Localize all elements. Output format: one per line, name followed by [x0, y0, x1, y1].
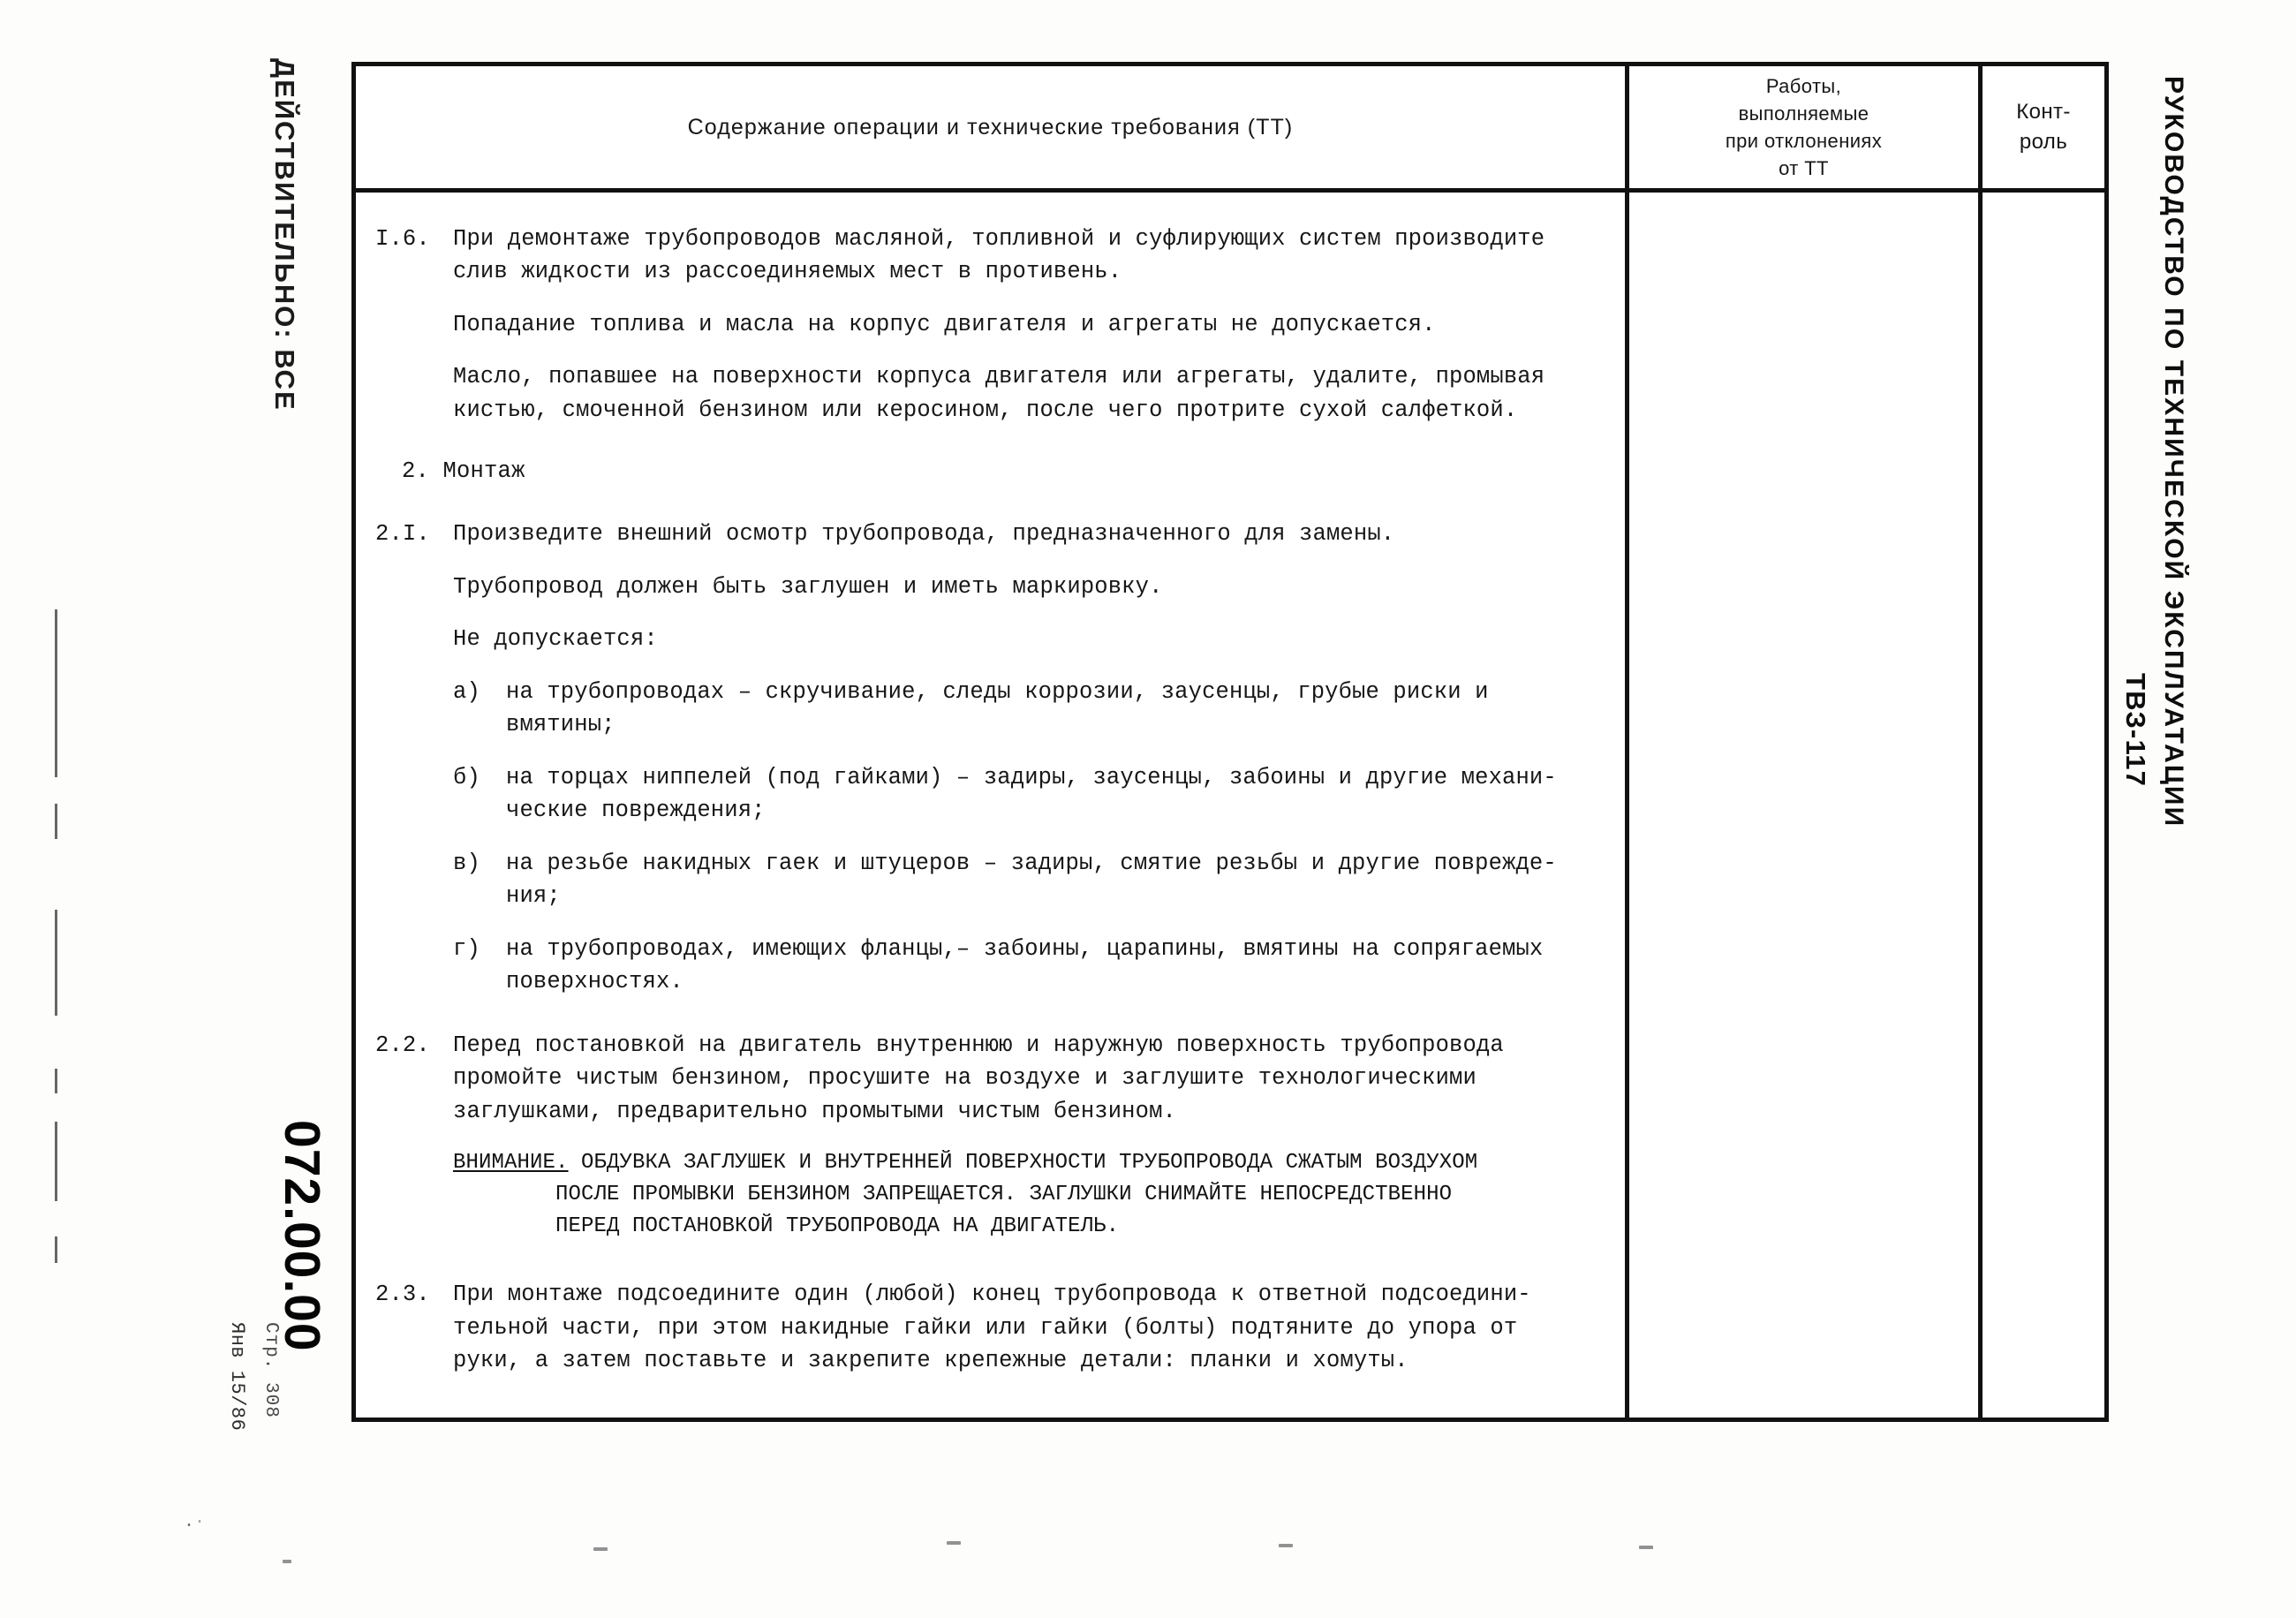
section-heading: 2. Монтаж	[402, 458, 525, 485]
deviations-header-line-1: Работы,	[1765, 74, 1842, 97]
item-number: I.6.	[375, 226, 430, 252]
sub-item-text: на резьбе накидных гаек и штуцеров – задиры, смятие резьбы и другие поврежде- ния;	[506, 850, 1557, 910]
deviations-cell	[1625, 193, 1978, 1418]
item-text: Попадание топлива и масла на корпус двигателя и агрегаты не допускается.	[453, 311, 1436, 337]
deviations-header-line-3: при отклонениях	[1725, 130, 1883, 152]
warning-line-3: ПЕРЕД ПОСТАНОВКОЙ ТРУБОПРОВОДА НА ДВИГАТЕЛЬ.	[555, 1214, 1120, 1239]
manual-title: РУКОВОДСТВО ПО ТЕХНИЧЕСКОЙ ЭКСПЛУАТАЦИИ	[2159, 76, 2188, 828]
scan-artifact	[1279, 1544, 1293, 1547]
procedure-item	[375, 518, 1600, 550]
scan-artifact	[947, 1541, 961, 1545]
warning-block	[453, 1147, 1600, 1243]
item-text: При демонтаже трубопроводов масляной, топливной и суфлирующих систем производите слив жидкости из рассоединяемых мест в противень.	[453, 226, 1545, 285]
item-number: 2.I.	[375, 521, 430, 548]
item-text: Перед постановкой на двигатель внутреннюю и наружную поверхность трубопровода промойте чистым бензином, просушите на воздухе и заглушите технологическими заглушками, предварительно промытыми чистым бензином.	[453, 1032, 1504, 1124]
warning-line-1-text: ОБДУВКА ЗАГЛУШЕК И ВНУТРЕННЕЙ ПОВЕРХНОСТИ ТРУБОПРОВОДА СЖАТЫМ ВОЗДУХОМ	[568, 1151, 1478, 1176]
registration-tick	[55, 1236, 57, 1263]
procedure-item	[375, 223, 1600, 289]
item-number: 2.3.	[375, 1282, 430, 1308]
sub-item	[453, 847, 1600, 913]
item-text: Произведите внешний осмотр трубопровода, предназначенного для замены.	[453, 521, 1395, 548]
registration-tick	[55, 804, 57, 839]
table-header-row	[356, 66, 2104, 193]
registration-tick	[55, 609, 57, 777]
sub-item	[453, 761, 1600, 828]
scan-artifact	[283, 1560, 291, 1563]
control-cell	[1978, 193, 2104, 1418]
warning-line-1	[453, 1147, 1600, 1179]
scan-artifact	[1639, 1546, 1653, 1549]
item-number: 2.2.	[375, 1032, 430, 1058]
column-header-operations: Содержание операции и технические требования (ТТ)	[687, 114, 1294, 140]
registration-tick	[55, 1069, 57, 1093]
sub-item-text: на трубопроводах – скручивание, следы коррозии, заусенцы, грубые риски и вмятины;	[506, 678, 1489, 738]
item-text: Не допускается:	[453, 626, 658, 653]
column-header-deviations	[1625, 66, 1978, 188]
procedure-paragraph	[453, 623, 1600, 655]
page-number: Стр. 308	[261, 1322, 281, 1418]
scan-artifact: .·	[184, 1512, 206, 1532]
table-body-row	[356, 193, 2104, 1418]
procedure-item	[375, 1278, 1600, 1377]
issue-date: Янв 15/86	[226, 1322, 248, 1432]
procedure-paragraph	[453, 571, 1600, 603]
operations-cell	[356, 193, 1625, 1418]
sub-item-letter: г)	[453, 935, 480, 962]
engine-model: ТВЗ-117	[2120, 673, 2151, 788]
registration-tick	[55, 1122, 57, 1201]
chapter-number: 072.00.00	[274, 1120, 330, 1352]
sub-item-text: на торцах ниппелей (под гайками) – задиры, заусенцы, забоины и другие механи- ческие повреждения;	[506, 764, 1557, 824]
sub-item-text: на трубопроводах, имеющих фланцы,– забоины, царапины, вмятины на сопрягаемых поверхностях.	[506, 935, 1544, 995]
item-text: При монтаже подсоедините один (любой) конец трубопровода к ответной подсоедини- тельной части, при этом накидные гайки или гайки (болты) подтяните до упора от руки, а затем поставьте и закрепите крепежные детали: планки и хомуты.	[453, 1282, 1531, 1374]
deviations-header-line-4: от ТТ	[1779, 157, 1829, 180]
item-text: Масло, попавшее на поверхности корпуса двигателя или агрегаты, удалите, промывая кистью, смоченной бензином или керосином, после чего протрите сухой салфеткой.	[453, 364, 1545, 423]
registration-tick	[55, 910, 57, 1016]
sub-item-letter: а)	[453, 678, 480, 705]
procedure-table	[351, 62, 2109, 1422]
sub-item-letter: б)	[453, 764, 480, 790]
procedure-paragraph	[453, 360, 1600, 427]
procedure-paragraph	[453, 308, 1600, 341]
control-header-line-2: роль	[2019, 130, 2068, 154]
item-text: Трубопровод должен быть заглушен и иметь маркировку.	[453, 573, 1163, 600]
control-header-line-1: Конт-	[2016, 99, 2071, 124]
sub-item	[453, 933, 1600, 999]
deviations-header-line-2: выполняемые	[1738, 102, 1869, 125]
sub-item	[453, 676, 1600, 742]
procedure-item	[375, 1029, 1600, 1128]
warning-label: ВНИМАНИЕ.	[453, 1151, 569, 1176]
scan-artifact	[593, 1547, 608, 1551]
warning-line-2: ПОСЛЕ ПРОМЫВКИ БЕНЗИНОМ ЗАПРЕЩАЕТСЯ. ЗАГЛУШКИ СНИМАЙТЕ НЕПОСРЕДСТВЕННО	[555, 1183, 1453, 1207]
sub-item-letter: в)	[453, 850, 480, 876]
column-header-control	[1978, 66, 2104, 188]
applicability-label: ДЕЙСТВИТЕЛЬНО: ВСЕ	[269, 58, 300, 412]
